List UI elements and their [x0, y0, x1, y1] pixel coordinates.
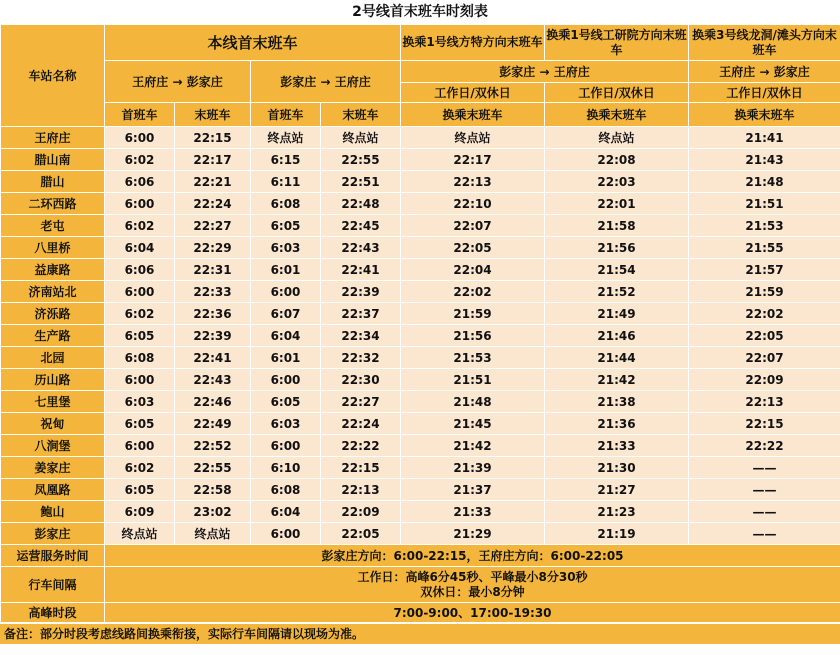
table-row: [1, 369, 840, 391]
station-name: 八里桥: [1, 237, 105, 259]
direction-header-2: 彭家庄 → 王府庄: [251, 61, 401, 103]
last-train-p2w: 22:55: [321, 149, 401, 171]
station-name: 老屯: [1, 215, 105, 237]
transfer-last-line3: 21:53: [689, 215, 840, 237]
first-train-w2p: 6:05: [105, 325, 175, 347]
first-train-p2w: 6:00: [251, 281, 321, 303]
transfer-last-fangte: 21:45: [401, 413, 545, 435]
station-name: 王府庄: [1, 127, 105, 149]
first-train-w2p: 6:09: [105, 501, 175, 523]
transfer-last-line3: ——: [689, 501, 840, 523]
last-train-w2p: 22:31: [175, 259, 251, 281]
station-name: 北园: [1, 347, 105, 369]
page-title: 2号线首末班车时刻表: [0, 0, 840, 24]
last-train-w2p: 22:29: [175, 237, 251, 259]
last-train-w2p: 22:49: [175, 413, 251, 435]
transfer-last-gongyan: 21:49: [545, 303, 689, 325]
first-train-w2p: 6:00: [105, 369, 175, 391]
transfer-last-gongyan: 21:46: [545, 325, 689, 347]
transfer-last-gongyan: 22:01: [545, 193, 689, 215]
last-train-p2w: 22:05: [321, 523, 401, 545]
transfer-last-gongyan: 21:38: [545, 391, 689, 413]
last-train-p2w: 22:15: [321, 457, 401, 479]
transfer-last-fangte: 22:07: [401, 215, 545, 237]
table-row: [1, 171, 840, 193]
first-train-p2w: 6:03: [251, 237, 321, 259]
last-train-w2p: 22:36: [175, 303, 251, 325]
transfer-last-fangte: 21:42: [401, 435, 545, 457]
last-train-w2p: 22:52: [175, 435, 251, 457]
transfer-last-fangte: 21:37: [401, 479, 545, 501]
daytype-label: 工作日/双休日: [401, 83, 545, 103]
first-train-p2w: 6:03: [251, 413, 321, 435]
transfer-last-line3: 22:22: [689, 435, 840, 457]
transfer-last-gongyan: 21:23: [545, 501, 689, 523]
first-train-p2w: 6:00: [251, 523, 321, 545]
table-row: [1, 149, 840, 171]
peak-hours-value: 7:00-9:00、17:00-19:30: [105, 603, 840, 623]
table-row: [1, 193, 840, 215]
table-row: [1, 325, 840, 347]
transfer-last-line3: 22:05: [689, 325, 840, 347]
interval-value: [105, 567, 840, 603]
first-train-p2w: 6:15: [251, 149, 321, 171]
transfer-last-gongyan: 21:30: [545, 457, 689, 479]
last-train-p2w: 22:30: [321, 369, 401, 391]
transfer-last-gongyan: 21:44: [545, 347, 689, 369]
peak-hours-label: 高峰时段: [1, 603, 105, 623]
station-name: 历山路: [1, 369, 105, 391]
transfer-last-fangte: 22:10: [401, 193, 545, 215]
table-row: [1, 237, 840, 259]
first-train-w2p: 6:00: [105, 193, 175, 215]
transfer-last-fangte: 22:17: [401, 149, 545, 171]
table-row: [1, 479, 840, 501]
table-row: [1, 347, 840, 369]
transfer-direction-a: 彭家庄 → 王府庄: [401, 61, 689, 83]
transfer-last-fangte: 终点站: [401, 127, 545, 149]
first-train-w2p: 6:06: [105, 259, 175, 281]
last-train-w2p: 22:41: [175, 347, 251, 369]
station-name: 腊山南: [1, 149, 105, 171]
first-train-w2p: 6:04: [105, 237, 175, 259]
transfer-last-fangte: 22:02: [401, 281, 545, 303]
last-train-w2p: 22:21: [175, 171, 251, 193]
first-train-w2p: 6:05: [105, 479, 175, 501]
last-train-w2p: 23:02: [175, 501, 251, 523]
table-row: [1, 391, 840, 413]
service-hours-value: 彭家庄方向：6:00-22:15，王府庄方向：6:00-22:05: [105, 545, 840, 567]
transfer-last-gongyan: 21:56: [545, 237, 689, 259]
first-train-header: 首班车: [105, 103, 175, 127]
station-name: 七里堡: [1, 391, 105, 413]
timetable: [0, 24, 840, 623]
first-train-w2p: 6:05: [105, 413, 175, 435]
first-train-p2w: 6:01: [251, 347, 321, 369]
transfer-last-fangte: 22:04: [401, 259, 545, 281]
first-train-p2w: 6:10: [251, 457, 321, 479]
table-row: [1, 127, 840, 149]
station-name: 二环西路: [1, 193, 105, 215]
first-train-p2w: 6:07: [251, 303, 321, 325]
table-row: [1, 303, 840, 325]
first-train-p2w: 6:08: [251, 479, 321, 501]
transfer-last-fangte: 21:33: [401, 501, 545, 523]
station-name: 益康路: [1, 259, 105, 281]
first-train-w2p: 6:00: [105, 435, 175, 457]
first-train-w2p: 终点站: [105, 523, 175, 545]
last-train-w2p: 22:27: [175, 215, 251, 237]
last-train-w2p: 终点站: [175, 523, 251, 545]
transfer-last-line3: 22:07: [689, 347, 840, 369]
first-train-w2p: 6:02: [105, 149, 175, 171]
last-train-w2p: 22:39: [175, 325, 251, 347]
timetable-body: [1, 127, 840, 545]
last-train-w2p: 22:33: [175, 281, 251, 303]
transfer-last-line3: 21:59: [689, 281, 840, 303]
first-train-w2p: 6:00: [105, 127, 175, 149]
transfer-last-fangte: 21:59: [401, 303, 545, 325]
first-train-header: 首班车: [251, 103, 321, 127]
station-name: 八涧堡: [1, 435, 105, 457]
table-row: [1, 457, 840, 479]
transfer-line1-gongyan-header: 换乘1号线工研院方向末班车: [545, 25, 689, 61]
direction-header-1: 王府庄 → 彭家庄: [105, 61, 251, 103]
transfer-last-gongyan: 21:58: [545, 215, 689, 237]
table-row: [1, 435, 840, 457]
station-column-header: 车站名称: [1, 25, 105, 127]
table-row: [1, 215, 840, 237]
station-name: 凤凰路: [1, 479, 105, 501]
last-train-w2p: 22:17: [175, 149, 251, 171]
last-train-p2w: 22:37: [321, 303, 401, 325]
transfer-last-line3: ——: [689, 479, 840, 501]
table-row: [1, 413, 840, 435]
transfer-last-line3: 21:48: [689, 171, 840, 193]
transfer-last-line3: 21:55: [689, 237, 840, 259]
transfer-last-gongyan: 终点站: [545, 127, 689, 149]
transfer-last-fangte: 21:51: [401, 369, 545, 391]
transfer-last-fangte: 21:56: [401, 325, 545, 347]
transfer-last-fangte: 22:05: [401, 237, 545, 259]
last-train-p2w: 22:27: [321, 391, 401, 413]
transfer-last-line3: 22:09: [689, 369, 840, 391]
transfer-last-line3: 21:57: [689, 259, 840, 281]
first-train-p2w: 6:04: [251, 325, 321, 347]
transfer-last-gongyan: 21:36: [545, 413, 689, 435]
transfer-last-gongyan: 22:08: [545, 149, 689, 171]
station-name: 祝甸: [1, 413, 105, 435]
transfer-last-gongyan: 21:33: [545, 435, 689, 457]
transfer-last-line3: ——: [689, 457, 840, 479]
transfer-line1-fangte-header: 换乘1号线方特方向末班车: [401, 25, 545, 61]
first-train-w2p: 6:00: [105, 281, 175, 303]
transfer-last-line3: 21:51: [689, 193, 840, 215]
transfer-last-line3: ——: [689, 523, 840, 545]
last-train-w2p: 22:46: [175, 391, 251, 413]
transfer-last-gongyan: 21:42: [545, 369, 689, 391]
first-train-p2w: 6:04: [251, 501, 321, 523]
transfer-last-fangte: 21:39: [401, 457, 545, 479]
transfer-last-fangte: 22:13: [401, 171, 545, 193]
daytype-label: 工作日/双休日: [689, 83, 840, 103]
last-train-p2w: 22:43: [321, 237, 401, 259]
last-train-p2w: 22:45: [321, 215, 401, 237]
last-train-p2w: 22:39: [321, 281, 401, 303]
transfer-last-line3: 22:02: [689, 303, 840, 325]
last-train-p2w: 22:51: [321, 171, 401, 193]
station-name: 生产路: [1, 325, 105, 347]
first-train-w2p: 6:02: [105, 215, 175, 237]
last-train-header: 末班车: [175, 103, 251, 127]
first-train-p2w: 6:05: [251, 215, 321, 237]
interval-weekday: 工作日：高峰6分45秒、平峰最小8分30秒: [357, 569, 588, 584]
last-train-w2p: 22:24: [175, 193, 251, 215]
station-name: 彭家庄: [1, 523, 105, 545]
first-train-w2p: 6:06: [105, 171, 175, 193]
own-line-header: 本线首末班车: [105, 25, 401, 61]
transfer-last-line3: 21:41: [689, 127, 840, 149]
transfer-last-gongyan: 21:54: [545, 259, 689, 281]
first-train-p2w: 6:05: [251, 391, 321, 413]
last-train-w2p: 22:15: [175, 127, 251, 149]
interval-weekend: 双休日：最小8分钟: [420, 584, 525, 599]
last-train-p2w: 终点站: [321, 127, 401, 149]
transfer-last-line3: 21:43: [689, 149, 840, 171]
transfer-direction-b: 王府庄 → 彭家庄: [689, 61, 840, 83]
last-train-p2w: 22:24: [321, 413, 401, 435]
last-train-header: 末班车: [321, 103, 401, 127]
transfer-last-gongyan: 21:27: [545, 479, 689, 501]
station-name: 鲍山: [1, 501, 105, 523]
last-train-p2w: 22:34: [321, 325, 401, 347]
transfer-last-header: 换乘末班车: [401, 103, 545, 127]
transfer-last-header: 换乘末班车: [689, 103, 840, 127]
transfer-last-gongyan: 22:03: [545, 171, 689, 193]
transfer-last-fangte: 21:53: [401, 347, 545, 369]
first-train-p2w: 6:08: [251, 193, 321, 215]
transfer-line3-header: 换乘3号线龙洞/滩头方向末班车: [689, 25, 840, 61]
last-train-w2p: 22:58: [175, 479, 251, 501]
daytype-label: 工作日/双休日: [545, 83, 689, 103]
table-row: [1, 259, 840, 281]
first-train-p2w: 6:00: [251, 369, 321, 391]
last-train-p2w: 22:22: [321, 435, 401, 457]
interval-label: 行车间隔: [1, 567, 105, 603]
last-train-p2w: 22:32: [321, 347, 401, 369]
first-train-p2w: 终点站: [251, 127, 321, 149]
first-train-w2p: 6:08: [105, 347, 175, 369]
transfer-last-fangte: 21:48: [401, 391, 545, 413]
service-hours-label: 运营服务时间: [1, 545, 105, 567]
first-train-p2w: 6:01: [251, 259, 321, 281]
transfer-last-gongyan: 21:52: [545, 281, 689, 303]
last-train-p2w: 22:41: [321, 259, 401, 281]
transfer-last-fangte: 21:29: [401, 523, 545, 545]
transfer-last-line3: 22:13: [689, 391, 840, 413]
transfer-last-line3: 22:15: [689, 413, 840, 435]
table-row: [1, 523, 840, 545]
last-train-w2p: 22:55: [175, 457, 251, 479]
station-name: 济泺路: [1, 303, 105, 325]
first-train-p2w: 6:00: [251, 435, 321, 457]
station-name: 姜家庄: [1, 457, 105, 479]
first-train-w2p: 6:02: [105, 303, 175, 325]
first-train-w2p: 6:02: [105, 457, 175, 479]
first-train-p2w: 6:11: [251, 171, 321, 193]
transfer-last-header: 换乘末班车: [545, 103, 689, 127]
last-train-p2w: 22:09: [321, 501, 401, 523]
last-train-p2w: 22:48: [321, 193, 401, 215]
transfer-last-gongyan: 21:19: [545, 523, 689, 545]
last-train-p2w: 22:13: [321, 479, 401, 501]
station-name: 腊山: [1, 171, 105, 193]
first-train-w2p: 6:03: [105, 391, 175, 413]
last-train-w2p: 22:43: [175, 369, 251, 391]
station-name: 济南站北: [1, 281, 105, 303]
footnote: 备注：部分时段考虑线路间换乘衔接，实际行车间隔请以现场为准。: [0, 623, 840, 644]
table-row: [1, 281, 840, 303]
table-row: [1, 501, 840, 523]
